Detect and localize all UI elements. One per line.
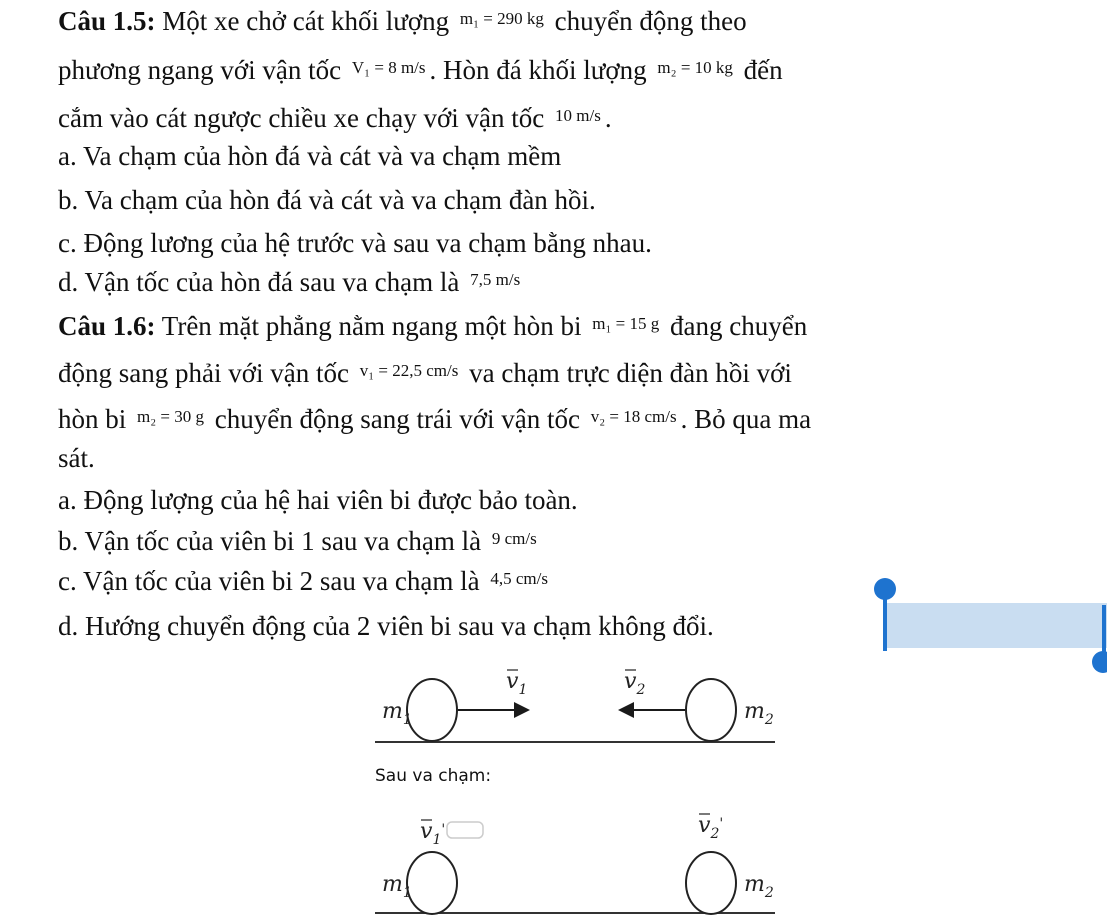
q16-text: . Bỏ qua ma	[680, 404, 812, 434]
q15-option-b: b. Va chạm của hòn đá và cát và va chạm đàn hồi.	[58, 185, 596, 215]
q16-option-d[interactable]: d. Hướng chuyển động của 2 viên bi sau va chạm không đổi.	[58, 611, 714, 641]
ball-1-before	[407, 679, 457, 741]
q16-text: Trên mặt phẳng nằm ngang một hòn bi	[161, 311, 582, 341]
q16-line-4: sát.	[58, 443, 95, 473]
q16-text: chuyển động sang trái với vận tốc	[214, 404, 580, 434]
q15-text: đến	[743, 55, 783, 85]
q16-option-c-text: c. Vận tốc của viên bi 2 sau va chạm là	[58, 566, 480, 596]
q15-text: . Hòn đá khối lượng	[429, 55, 647, 85]
q16-text: động sang phải với vận tốc	[58, 358, 349, 388]
q16-text: hòn bi	[58, 404, 127, 434]
label-v2-after: $v_2'$	[698, 813, 724, 842]
q16-option-b-text: b. Vận tốc của viên bi 1 sau va chạm là	[58, 526, 482, 556]
q15-velocity-1: V₁ = 8 m/s	[351, 58, 426, 77]
q15-text: cắm vào cát ngược chiều xe chạy với vận tốc	[58, 103, 545, 133]
q16-option-c-value: 4,5 cm/s	[490, 569, 548, 588]
label-v1-before: $v_1$	[506, 669, 528, 698]
label-m1-before: $m_1$	[382, 699, 412, 728]
label-m2-after: $m_2$	[744, 872, 774, 901]
q15-mass-1: m₁ = 290 kg	[459, 9, 544, 28]
label-m2-before: $m_2$	[744, 699, 774, 728]
figure-caption: Sau va chạm:	[375, 766, 492, 786]
q16-text: đang chuyển	[670, 311, 808, 341]
ball-1-after	[407, 852, 457, 914]
empty-placeholder-box	[447, 822, 483, 838]
ball-2-before	[686, 679, 736, 741]
q15-text: Một xe chở cát khối lượng	[162, 6, 450, 36]
q15-heading: Câu 1.5:	[58, 6, 156, 36]
q16-velocity-1: v₁ = 22,5 cm/s	[359, 361, 459, 380]
q15-text: .	[604, 103, 612, 133]
q16-heading: Câu 1.6:	[58, 311, 156, 341]
q15-mass-2: m₂ = 10 kg	[657, 58, 733, 77]
q15-option-d-value: 7,5 m/s	[470, 270, 521, 289]
q16-option-a: a. Động lượng của hệ hai viên bi được bảo toàn.	[58, 485, 578, 515]
q15-text: phương ngang với vận tốc	[58, 55, 342, 85]
q15-text: chuyển động theo	[554, 6, 747, 36]
q15-option-d-text: d. Vận tốc của hòn đá sau va chạm là	[58, 267, 460, 297]
q15-velocity-2: 10 m/s	[555, 106, 601, 125]
q16-velocity-2: v₂ = 18 cm/s	[590, 407, 677, 426]
q16-text: va chạm trực diện đàn hồi với	[469, 358, 792, 388]
label-m1-after: $m_1$	[382, 872, 412, 901]
label-v1-after: $v_1'$	[420, 819, 446, 848]
q16-option-b-value: 9 cm/s	[491, 529, 537, 548]
q15-option-c: c. Động lương của hệ trước và sau va chạm bằng nhau.	[58, 228, 652, 258]
q16-mass-2: m₂ = 30 g	[137, 407, 205, 426]
q15-option-a: a. Va chạm của hòn đá và cát và va chạm mềm	[58, 141, 562, 171]
q16-mass-1: m₁ = 15 g	[592, 314, 660, 333]
label-v2-before: $v_2$	[624, 669, 646, 698]
ball-2-after	[686, 852, 736, 914]
